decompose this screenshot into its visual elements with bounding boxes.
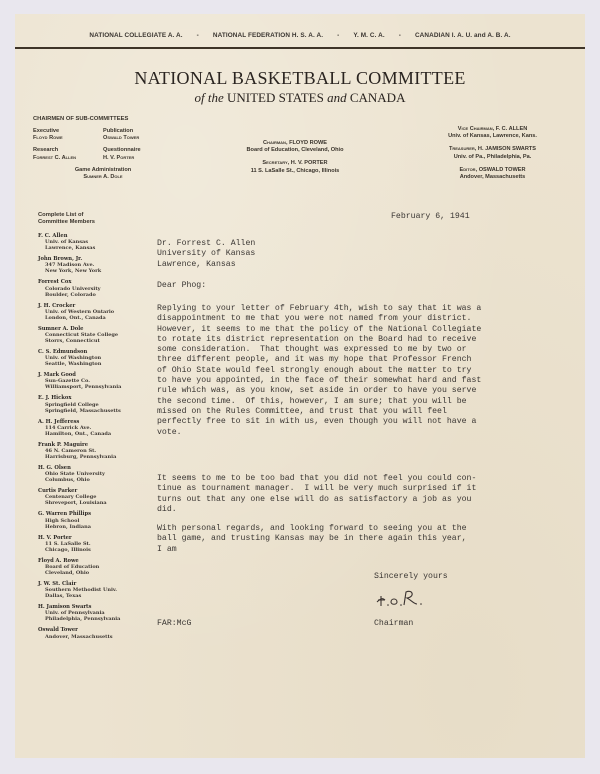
member-address-line: Southern Methodist Univ. xyxy=(45,587,118,594)
member-address-line: Hamilton, Ont., Canada xyxy=(45,430,112,437)
officer-address: 11 S. LaSalle St., Chicago, Illinois xyxy=(250,167,340,174)
member-address-line: Hebron, Indiana xyxy=(45,523,91,530)
member-entry xyxy=(38,349,158,367)
member-entry xyxy=(38,581,158,599)
org-ncaa: NATIONAL COLLEGIATE A. A. xyxy=(89,32,183,39)
member-address-line: Shreveport, Louisiana xyxy=(45,500,107,507)
member-name: Oswald Tower xyxy=(38,627,78,634)
member-address-line: Univ. of Pennsylvania xyxy=(45,610,105,617)
handwritten-signature xyxy=(373,586,433,615)
header-rule xyxy=(15,47,585,49)
member-address-line: Columbus, Ohio xyxy=(45,477,90,484)
member-name: H. Jamison Swarts xyxy=(38,604,92,611)
letterhead-subtitle xyxy=(15,90,585,106)
member-address-line: Sun-Gazette Co. xyxy=(45,378,90,385)
officer-title: Chairman, xyxy=(263,140,288,146)
subtitle-country2: CANADA xyxy=(349,90,406,105)
officer-address: Andover, Massachusetts xyxy=(459,174,526,181)
member-name: H. V. Porter xyxy=(38,534,72,541)
member-name: Frank P. Maguire xyxy=(38,441,89,448)
member-name: G. Warren Phillips xyxy=(38,511,92,518)
member-entry xyxy=(38,511,158,529)
member-address-line: Dallas, Texas xyxy=(45,593,82,600)
subtitle-prefix: of the xyxy=(194,90,224,105)
closing: Sincerely yours xyxy=(374,572,448,581)
member-address-line: Board of Education xyxy=(45,564,100,571)
member-list xyxy=(38,233,158,640)
sub-committee-role: Research xyxy=(33,147,59,154)
member-entry xyxy=(38,604,158,622)
members-heading-line: Committee Members xyxy=(38,219,96,225)
member-entry xyxy=(38,465,158,483)
member-address-line: Philadelphia, Pennsylvania xyxy=(45,616,121,623)
member-address-line: Williamsport, Pennsylvania xyxy=(45,384,122,391)
sub-committee-chair: Floyd Rowe xyxy=(33,135,63,142)
separator: - xyxy=(196,32,199,39)
officer-editor xyxy=(410,167,575,181)
member-address-line: Harrisburg, Pennsylvania xyxy=(45,454,117,461)
member-entry xyxy=(38,395,158,413)
member-entry xyxy=(38,488,158,506)
member-name: J. Mark Good xyxy=(38,372,76,379)
subtitle-and: and xyxy=(327,90,347,105)
sub-committee xyxy=(103,147,173,161)
sub-committee-chair: Forrest C. Allen xyxy=(33,154,77,161)
salutation: Dear Phog: xyxy=(157,281,207,290)
sub-committees xyxy=(33,116,173,181)
member-entry xyxy=(38,279,158,297)
member-name: Forrest Cox xyxy=(38,279,72,286)
officer-address: Univ. of Pa., Philadelphia, Pa. xyxy=(453,153,532,160)
paragraph-3: With personal regards, and looking forward to seeing you at the ball game, and trusting Kansas may be in there again this year, I am xyxy=(157,524,467,554)
separator: - xyxy=(398,32,401,39)
member-address-line: Univ. of Western Ontario xyxy=(45,308,115,315)
address-line: Lawrence, Kansas xyxy=(157,259,236,269)
member-address-line: 11 S. LaSalle St. xyxy=(45,540,91,547)
org-canadian: CANADIAN I. A. U. and A. B. A. xyxy=(414,32,511,39)
member-name: John Brown, Jr. xyxy=(38,256,83,263)
sub-committee-chair: H. V. Porter xyxy=(103,154,135,161)
members-heading xyxy=(38,212,158,226)
committee-members xyxy=(38,212,158,645)
member-entry xyxy=(38,419,158,437)
member-name: F. C. Allen xyxy=(38,233,68,239)
member-address-line: 347 Madison Ave. xyxy=(45,262,95,269)
signer-title: Chairman xyxy=(374,619,414,628)
officer-name: H. V. PORTER xyxy=(290,160,328,167)
sub-committee-chair: Sumner A. Dole xyxy=(83,174,123,181)
member-address-line: Centenary College xyxy=(45,494,97,501)
letter-date: February 6, 1941 xyxy=(391,212,470,221)
sub-committee-role: Executive xyxy=(33,128,60,134)
sub-committee-chair: Oswald Tower xyxy=(103,135,140,142)
member-address-line: Univ. of Washington xyxy=(45,355,102,362)
officer-name: FLOYD ROWE xyxy=(289,140,327,146)
officer-secretary xyxy=(210,160,380,174)
officer-name: F. C. ALLEN xyxy=(495,126,528,132)
officer-title: Vice Chairman, xyxy=(457,126,495,132)
member-entry xyxy=(38,233,158,251)
member-entry xyxy=(38,303,158,321)
member-address-line: Springfield College xyxy=(45,401,99,408)
sub-committee-role: Publication xyxy=(103,128,134,134)
members-heading-line: Complete List of xyxy=(38,212,84,218)
member-name: C. S. Edmundson xyxy=(38,349,88,356)
member-name: Curtis Parker xyxy=(38,488,78,495)
officer-name: H. JAMISON SWARTS xyxy=(477,146,537,153)
sub-committee xyxy=(33,147,103,161)
officer-title: Secretary, xyxy=(262,160,290,167)
officer-vice-chairman xyxy=(410,126,575,140)
member-address-line: 114 Carrick Ave. xyxy=(45,424,92,431)
member-address-line: High School xyxy=(45,517,80,524)
member-name: J. W. St. Clair xyxy=(38,581,77,588)
subtitle-country1: UNITED STATES xyxy=(227,90,324,105)
recipient-address xyxy=(157,239,255,270)
member-address-line: London, Ont., Canada xyxy=(45,314,106,321)
member-entry xyxy=(38,558,158,576)
org-nfhsaa: NATIONAL FEDERATION H. S. A. A. xyxy=(212,32,324,39)
letter-page xyxy=(15,14,585,758)
member-name: H. G. Olsen xyxy=(38,465,71,472)
member-name: A. H. Jefferess xyxy=(38,418,80,425)
member-name: Floyd A. Rowe xyxy=(38,557,79,564)
member-address-line: Connecticut State College xyxy=(45,332,119,339)
officer-title: Editor, xyxy=(459,166,478,173)
member-entry xyxy=(38,442,158,460)
member-address-line: Springfield, Massachusetts xyxy=(45,407,121,414)
member-organizations xyxy=(15,32,585,39)
member-address-line: Chicago, Illinois xyxy=(45,546,91,553)
sub-committee xyxy=(33,128,103,142)
officer-address: Univ. of Kansas, Lawrence, Kans. xyxy=(448,133,537,140)
member-name: E. J. Hickox xyxy=(38,395,72,402)
officer-chairman xyxy=(210,140,380,154)
member-address-line: Storrs, Connecticut xyxy=(45,338,100,345)
member-address-line: Ohio State University xyxy=(45,471,105,478)
sub-committee-role: Questionnaire xyxy=(103,147,141,154)
member-entry xyxy=(38,326,158,344)
member-address-line: New York, New York xyxy=(45,268,102,275)
member-address-line: Andover, Massachusetts xyxy=(45,633,113,640)
member-entry xyxy=(38,372,158,390)
address-line: Dr. Forrest C. Allen xyxy=(157,239,256,248)
member-address-line: Lawrence, Kansas xyxy=(45,245,96,252)
officer-address: Board of Education, Cleveland, Ohio xyxy=(246,147,344,154)
sub-committee xyxy=(103,128,173,142)
separator: - xyxy=(337,32,340,39)
member-address-line: Seattle, Washington xyxy=(45,361,102,368)
member-name: J. H. Crocker xyxy=(38,302,76,309)
member-address-line: Cleveland, Ohio xyxy=(45,570,90,577)
paragraph-2: It seems to me to be too bad that you did not feel you could con- tinue as tournament manager. I will be very much surprised if it turns out that any one else will do as satisfactory a job as you did. xyxy=(157,474,477,514)
center-officers xyxy=(210,140,380,181)
member-address-line: 46 N. Cameron St. xyxy=(45,448,97,455)
member-address-line: Boulder, Colorado xyxy=(45,291,96,298)
member-entry xyxy=(38,535,158,553)
sub-committees-heading: CHAIRMEN OF SUB-COMMITTEES xyxy=(33,116,129,122)
member-entry xyxy=(38,256,158,274)
letterhead-title: NATIONAL BASKETBALL COMMITTEE xyxy=(134,68,466,88)
sub-committee-role: Game Administration xyxy=(74,166,132,173)
member-address-line: Colorado University xyxy=(45,285,101,292)
officer-name: OSWALD TOWER xyxy=(478,166,526,173)
paragraph-1: Replying to your letter of February 4th, wish to say that it was a disappointment to me that you were not named from your district. However, it seems to me that the policy of the National Collegiate to rotate its district representation on the Board had to receive some consideration. That thought was expressed to me by two or three different people, and it was my hope that Professor French of Ohio State would feel strongly enough about the matter to try to have you appointed, in the face of their somewhat hard and fast rule which was, as you know, set aside in order to have you serve the second time. Of this, however, I am sure; that you will be missed on the Rules Committee, and trust that you will feel perfectly free to sit in with us, even though you will not have a vote. xyxy=(157,304,482,437)
officer-title: Treasurer, xyxy=(448,146,477,153)
typist-initials: FAR:McG xyxy=(157,619,192,628)
org-ymca: Y. M. C. A. xyxy=(353,32,385,39)
right-officers xyxy=(410,126,575,187)
member-name: Sumner A. Dole xyxy=(38,325,84,332)
member-address-line: Univ. of Kansas xyxy=(45,239,89,246)
address-line: University of Kansas xyxy=(157,249,256,259)
officer-treasurer xyxy=(410,146,575,160)
sub-committee-game-admin xyxy=(33,167,173,181)
member-entry xyxy=(38,627,158,639)
